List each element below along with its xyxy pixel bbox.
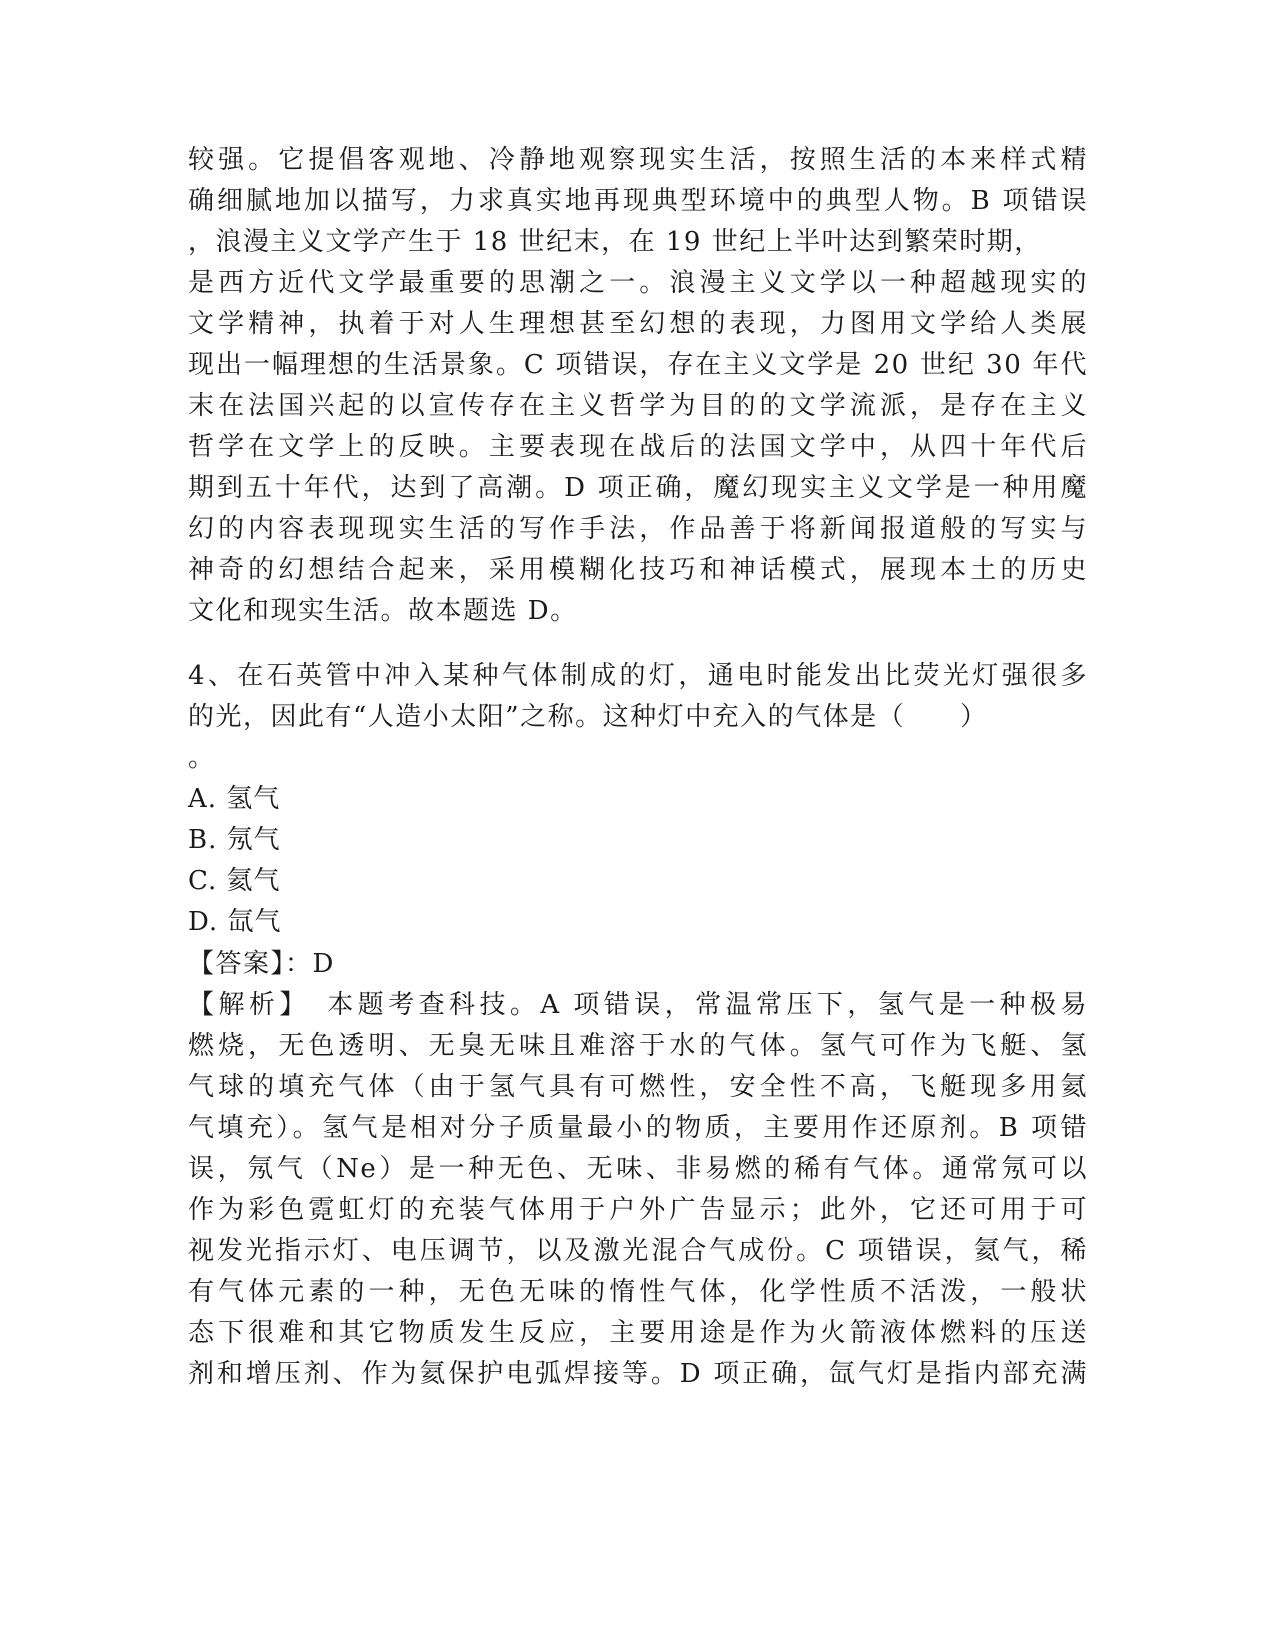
text-line: ，浪漫主义文学产生于 18 世纪末，在 19 世纪上半叶达到繁荣时期， — [188, 227, 1042, 257]
text-line: 哲学在文学上的反映。主要表现在战后的法国文学中，从四十年代后 — [188, 432, 1088, 462]
question-stem-line: 4、在石英管中冲入某种气体制成的灯，通电时能发出比荧光灯强很多 — [188, 661, 1088, 691]
question-stem-line: 的光，因此有“人造小太阳”之称。这种灯中充入的气体是（ ） — [188, 702, 988, 732]
text-line: 文学精神，执着于对人生理想甚至幻想的表现，力图用文学给人类展 — [188, 309, 1088, 339]
analysis-line: 作为彩色霓虹灯的充装气体用于户外广告显示；此外，它还可用于可 — [188, 1195, 1088, 1225]
text-line: 神奇的幻想结合起来，采用模糊化技巧和神话模式，展现本土的历史 — [188, 555, 1088, 585]
text-line: 幻的内容表现现实生活的写作手法，作品善于将新闻报道般的写实与 — [188, 514, 1088, 544]
text-line: 是西方近代文学最重要的思潮之一。浪漫主义文学以一种超越现实的 — [188, 268, 1088, 298]
option-b: B. 氖气 — [188, 825, 281, 855]
answer-line: 【答案】：D — [188, 949, 335, 979]
analysis-line: 误，氖气（Ne）是一种无色、无味、非易燃的稀有气体。通常氖可以 — [188, 1154, 1088, 1184]
option-c: C. 氦气 — [188, 866, 281, 896]
analysis-line: 态下很难和其它物质发生反应，主要用途是作为火箭液体燃料的压送 — [188, 1318, 1088, 1348]
option-d: D. 氙气 — [188, 907, 282, 937]
analysis-line: 【解析】 本题考查科技。A 项错误，常温常压下，氢气是一种极易 — [188, 990, 1088, 1020]
text-line: 现出一幅理想的生活景象。C 项错误，存在主义文学是 20 世纪 30 年代 — [188, 350, 1088, 380]
text-line: 文化和现实生活。故本题选 D。 — [188, 596, 578, 626]
text-line: 末在法国兴起的以宣传存在主义哲学为目的的文学流派，是存在主义 — [188, 391, 1088, 421]
text-line: 期到五十年代，达到了高潮。D 项正确，魔幻现实主义文学是一种用魔 — [188, 473, 1088, 503]
text-line: 确细腻地加以描写，力求真实地再现典型环境中的典型人物。B 项错误 — [188, 186, 1088, 216]
analysis-line: 气球的填充气体（由于氢气具有可燃性，安全性不高，飞艇现多用氦 — [188, 1072, 1088, 1102]
analysis-line: 剂和增压剂、作为氦保护电弧焊接等。D 项正确，氙气灯是指内部充满 — [188, 1359, 1088, 1389]
analysis-line: 燃烧，无色透明、无臭无味且难溶于水的气体。氢气可作为飞艇、氢 — [188, 1031, 1088, 1061]
analysis-line: 气填充）。氢气是相对分子质量最小的物质，主要用作还原剂。B 项错 — [188, 1113, 1088, 1143]
option-a: A. 氢气 — [188, 784, 281, 814]
text-line: 较强。它提倡客观地、冷静地观察现实生活，按照生活的本来样式精 — [188, 145, 1088, 175]
analysis-line: 有气体元素的一种，无色无味的惰性气体，化学性质不活泼，一般状 — [188, 1277, 1088, 1307]
analysis-line: 视发光指示灯、电压调节，以及激光混合气成份。C 项错误，氦气，稀 — [188, 1236, 1088, 1266]
question-stem-line: 。 — [188, 743, 216, 773]
